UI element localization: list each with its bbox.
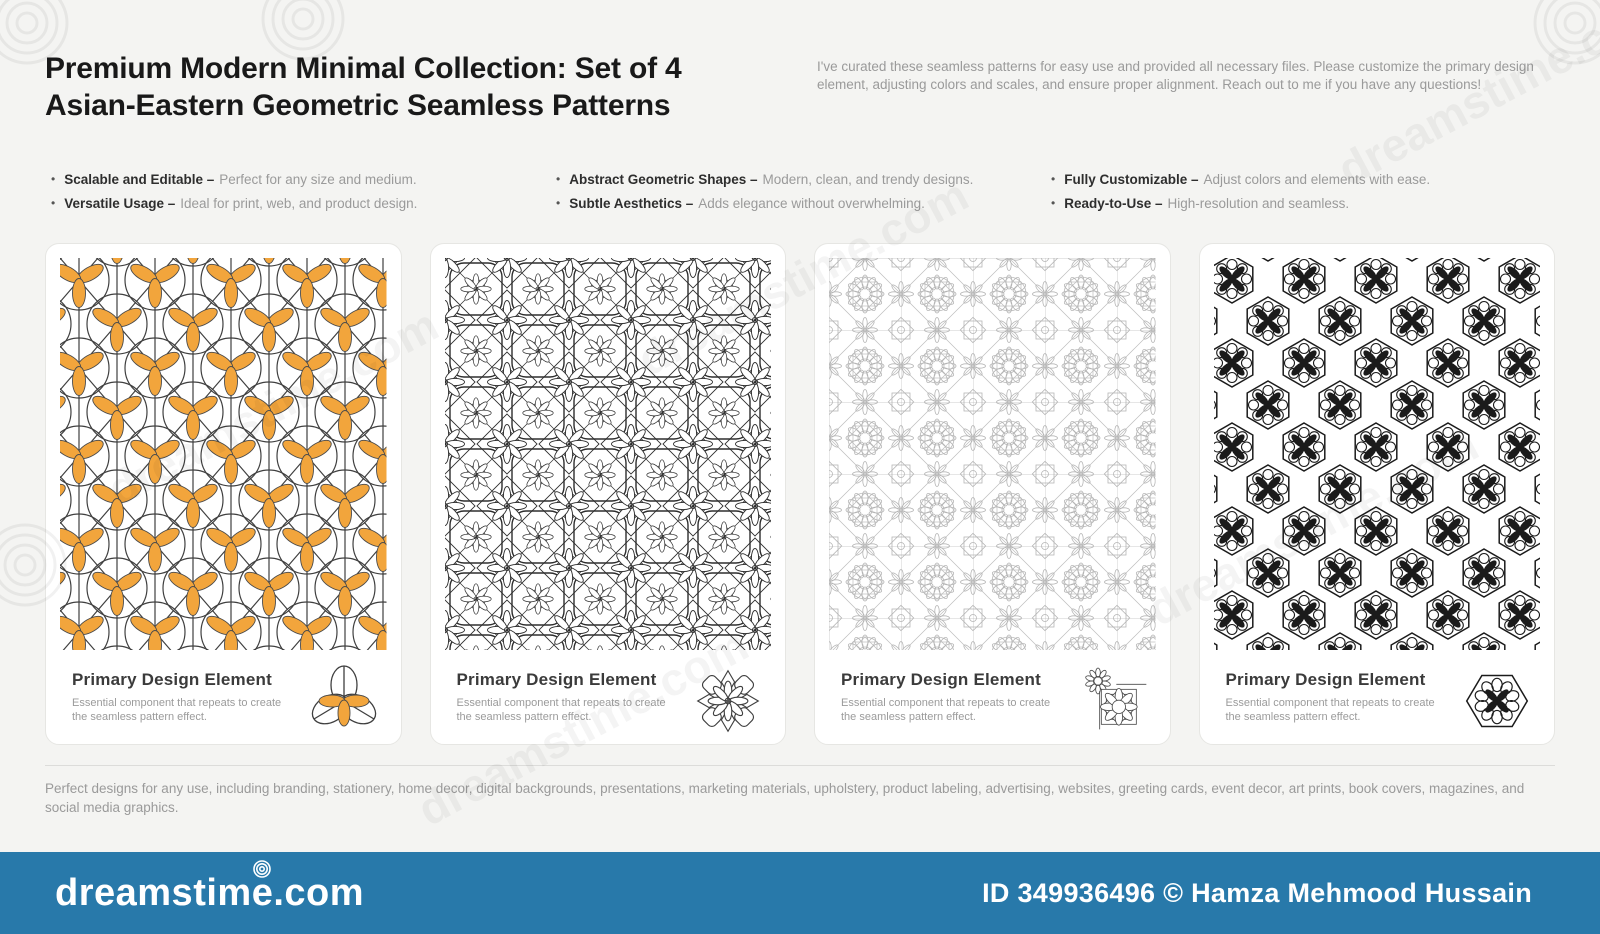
feature-text: Adjust colors and elements with ease. <box>1203 172 1431 187</box>
image-credit: ID 349936496 © Hamza Mehmood Hussain <box>982 877 1532 908</box>
card-heading: Primary Design Element <box>456 670 657 689</box>
feature-item <box>45 194 550 213</box>
feature-item <box>1045 170 1430 189</box>
card-heading: Primary Design Element <box>1225 670 1426 689</box>
dreamstime-logo-text: dreamstime.com <box>55 871 365 914</box>
dreamstime-logo <box>55 872 364 915</box>
bullet-icon: • <box>556 196 561 210</box>
feature-text: Perfect for any size and medium. <box>219 172 417 187</box>
pattern-card-4 <box>1199 243 1556 745</box>
card-description: Essential component that repeats to create the seamless pattern effect. <box>456 697 666 723</box>
feature-column-2 <box>550 170 1045 213</box>
bullet-icon: • <box>51 172 56 186</box>
usage-note: Perfect designs for any use, including branding, stationery, home decor, digital backgrounds, presentations, marketing materials, upholstery, product labeling, advertising, websites, greeting cards, event decor, art prints, book covers, magazines, and social media graphics. <box>45 781 1525 815</box>
pattern-card-3 <box>814 243 1171 745</box>
dreamstime-spiral-icon <box>253 860 271 878</box>
bullet-icon: • <box>51 196 56 210</box>
card-description: Essential component that repeats to create the seamless pattern effect. <box>72 697 282 723</box>
pattern-swatch-arabesque <box>829 258 1156 650</box>
feature-item <box>45 170 550 189</box>
feature-column-1 <box>45 170 550 213</box>
bullet-icon: • <box>1051 196 1056 210</box>
feature-item <box>1045 194 1430 213</box>
trefoil-motif-icon <box>309 664 379 738</box>
feature-list <box>45 170 1555 213</box>
pattern-swatch-rosette <box>445 258 772 650</box>
page-title-line2: Asian-Eastern Geometric Seamless Patterns <box>45 89 671 122</box>
bullet-icon: • <box>556 172 561 186</box>
pattern-card-1 <box>45 243 402 745</box>
dreamstime-watermark-bar <box>0 852 1600 934</box>
page-title-line1: Premium Modern Minimal Collection: Set of 4 <box>45 52 682 85</box>
card-heading: Primary Design Element <box>72 670 272 689</box>
card-footer <box>829 650 1156 724</box>
card-footer <box>445 650 772 724</box>
feature-text: Ideal for print, web, and product design. <box>180 196 418 211</box>
pattern-swatch-hexagon <box>1214 258 1541 650</box>
feature-label: Subtle Aesthetics – <box>569 196 694 211</box>
rosette-motif-icon <box>693 664 763 738</box>
divider <box>45 765 1555 766</box>
page-title <box>45 50 815 124</box>
feature-label: Ready-to-Use – <box>1064 196 1163 211</box>
card-description: Essential component that repeats to create the seamless pattern effect. <box>841 697 1051 723</box>
hexagon-motif-icon <box>1462 664 1532 738</box>
arabesque-motif-icon <box>1078 664 1148 738</box>
feature-label: Fully Customizable – <box>1064 172 1199 187</box>
card-footer <box>1214 650 1541 724</box>
feature-text: High-resolution and seamless. <box>1167 196 1350 211</box>
feature-item <box>550 194 1045 213</box>
pattern-card-2 <box>430 243 787 745</box>
feature-text: Adds elegance without overwhelming. <box>698 196 925 211</box>
feature-item <box>550 170 1045 189</box>
pattern-swatch-trefoil <box>60 258 387 650</box>
feature-label: Versatile Usage – <box>64 196 176 211</box>
card-footer <box>60 650 387 724</box>
card-heading: Primary Design Element <box>841 670 1041 689</box>
header <box>45 50 1555 124</box>
feature-column-3 <box>1045 170 1430 213</box>
intro-paragraph: I've curated these seamless patterns for easy use and provided all necessary files. Please customize the primary design element, adjusting colors and scales, and ensure proper alignment. Reach out to me if you have any questions! <box>817 59 1534 92</box>
card-description: Essential component that repeats to create the seamless pattern effect. <box>1225 697 1435 723</box>
feature-label: Scalable and Editable – <box>64 172 215 187</box>
feature-text: Modern, clean, and trendy designs. <box>762 172 974 187</box>
bullet-icon: • <box>1051 172 1056 186</box>
pattern-cards <box>45 243 1555 745</box>
feature-label: Abstract Geometric Shapes – <box>569 172 758 187</box>
